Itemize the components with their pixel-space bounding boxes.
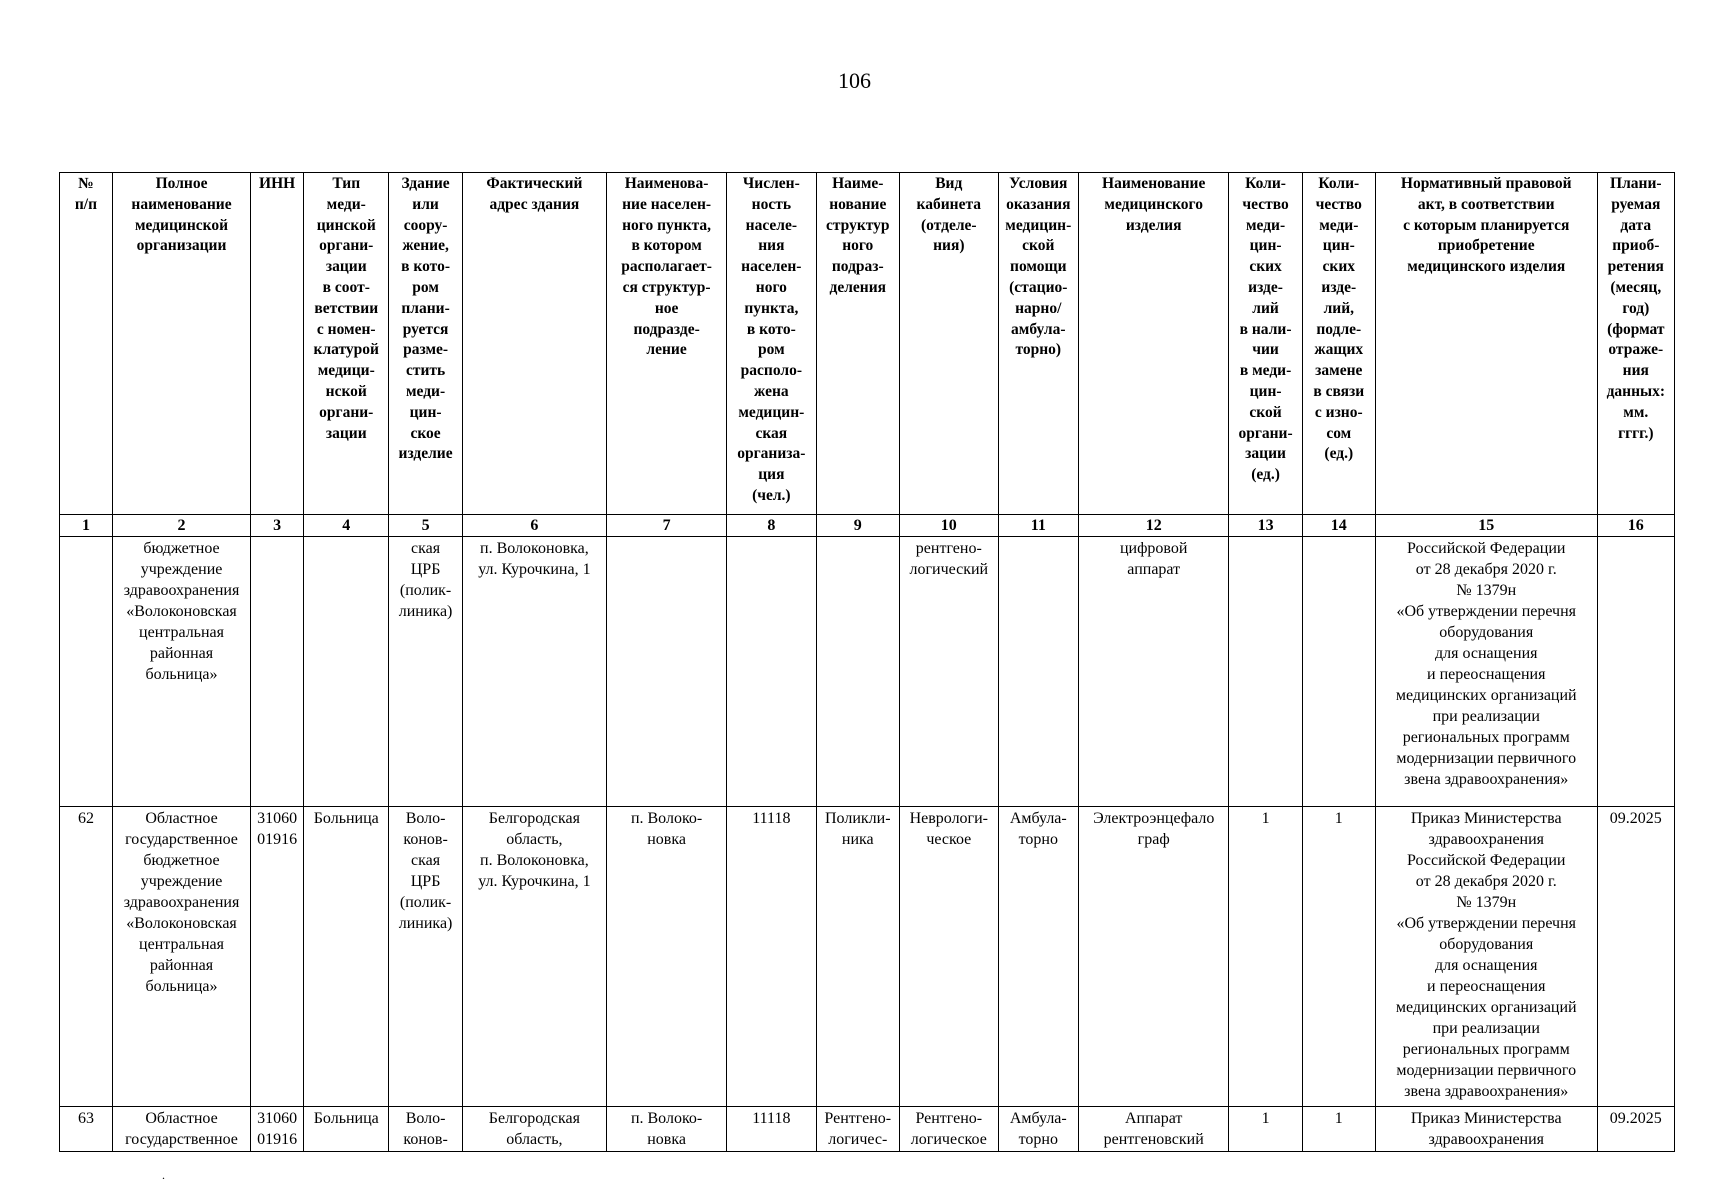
cell-date: 09.2025 [1597,807,1674,1107]
header-cell-num: № п/п [60,173,113,515]
column-number: 10 [899,515,998,537]
header-row [60,173,1675,515]
column-number: 7 [607,515,727,537]
cell-population: 11118 [727,1107,816,1152]
table-row [60,537,1675,807]
cell-address: Белгородская область, [462,1107,606,1152]
header-cell-qty-replace: Коли- чество меди- цин- ских изде- лий, подле- жащих замене в связи с изно- сом (ед.) [1302,173,1375,515]
cell-qty-replace: 1 [1302,1107,1375,1152]
header-cell-org: Полное наименование медицинской организации [112,173,250,515]
header-cell-qty-available: Коли- чество меди- цин- ских изде- лий в нали- чии в меди- цин- ской органи- зации (ед.) [1229,173,1302,515]
cell-population [727,537,816,807]
cell-locality: п. Волоко- новка [607,807,727,1107]
cell-date [1597,537,1674,807]
header-cell-conditions: Условия оказания медицин- ской помощи (стацио- нарно/ амбула- торно) [998,173,1078,515]
header-cell-address: Фактический адрес здания [462,173,606,515]
equipment-table [59,172,1675,1152]
cell-qty-available: 1 [1229,1107,1302,1152]
column-number: 5 [389,515,462,537]
cell-inn: 31060 01916 [251,1107,304,1152]
cell-inn [251,537,304,807]
cell-num: 63 [60,1107,113,1152]
cell-qty-available: 1 [1229,807,1302,1107]
cell-org: Областное государственное бюджетное учреждение здравоохранения «Волоконовская центральная районная больница» [112,807,250,1107]
cell-unit: Поликли- ника [816,807,899,1107]
cell-act: Приказ Министерства здравоохранения [1375,1107,1597,1152]
cell-org: Областное государственное [112,1107,250,1152]
cell-locality: п. Волоко- новка [607,1107,727,1152]
cell-qty-replace [1302,537,1375,807]
cell-org: бюджетное учреждение здравоохранения «Волоконовская центральная районная больница» [112,537,250,807]
cell-conditions: Амбула- торно [998,807,1078,1107]
cell-conditions: Амбула- торно [998,1107,1078,1152]
column-number: 6 [462,515,606,537]
cell-locality [607,537,727,807]
page-number: 106 [838,68,871,93]
cell-cabinet: Неврологи- ческое [899,807,998,1107]
column-number: 16 [1597,515,1674,537]
cell-address: Белгородская область, п. Волоконовка, ул. Курочкина, 1 [462,807,606,1107]
cell-device: Электроэнцефало граф [1078,807,1229,1107]
cell-type: Больница [304,1107,389,1152]
column-number: 14 [1302,515,1375,537]
cell-type [304,537,389,807]
column-number: 8 [727,515,816,537]
column-number: 13 [1229,515,1302,537]
cell-qty-available [1229,537,1302,807]
cell-unit [816,537,899,807]
cell-cabinet: Рентгено- логическое [899,1107,998,1152]
cell-building: Воло- конов- [389,1107,462,1152]
column-number: 11 [998,515,1078,537]
cell-address: п. Волоконовка, ул. Курочкина, 1 [462,537,606,807]
cell-date: 09.2025 [1597,1107,1674,1152]
header-cell-population: Числен- ность населе- ния населен- ного пункта, в кото- ром располо- жена медицин- ская организа- ция (чел.) [727,173,816,515]
stray-mark: . [162,1168,165,1182]
column-number: 4 [304,515,389,537]
table-row [60,1107,1675,1152]
header-cell-device: Наименование медицинского изделия [1078,173,1229,515]
cell-unit: Рентгено- логичес- [816,1107,899,1152]
cell-type: Больница [304,807,389,1107]
cell-device: цифровой аппарат [1078,537,1229,807]
cell-population: 11118 [727,807,816,1107]
cell-building: ская ЦРБ (полик- линика) [389,537,462,807]
column-number: 9 [816,515,899,537]
header-cell-unit: Наиме- нование структур ного подраз- деления [816,173,899,515]
header-cell-building: Здание или соору- жение, в кото- ром плани- руется разме- стить меди- цин- ское изделие [389,173,462,515]
column-number-row [60,515,1675,537]
cell-cabinet: рентгено- логический [899,537,998,807]
cell-act: Приказ Министерства здравоохранения Российской Федерации от 28 декабря 2020 г. № 1379н «Об утверждении перечня оборудования для оснащения и переоснащения медицинских организаций при реализации региональных программ модернизации первичного звена здравоохранения» [1375,807,1597,1107]
cell-num: 62 [60,807,113,1107]
header-cell-cabinet: Вид кабинета (отделе- ния) [899,173,998,515]
cell-num [60,537,113,807]
cell-act: Российской Федерации от 28 декабря 2020 г. № 1379н «Об утверждении перечня оборудования для оснащения и переоснащения медицинских организаций при реализации региональных программ модернизации первичного звена здравоохранения» [1375,537,1597,807]
table-row [60,807,1675,1107]
header-cell-act: Нормативный правовой акт, в соответствии с которым планируется приобретение медицинского изделия [1375,173,1597,515]
column-number: 1 [60,515,113,537]
cell-inn: 31060 01916 [251,807,304,1107]
column-number: 15 [1375,515,1597,537]
cell-device: Аппарат рентгеновский [1078,1107,1229,1152]
header-cell-locality: Наименова- ние населен- ного пункта, в котором располагает- ся структур- ное подразде- ление [607,173,727,515]
header-cell-inn: ИНН [251,173,304,515]
header-cell-type: Тип меди- цинской органи- зации в соот- ветствии с номен- клатурой медици- нской органи- зации [304,173,389,515]
cell-building: Воло- конов- ская ЦРБ (полик- линика) [389,807,462,1107]
cell-qty-replace: 1 [1302,807,1375,1107]
column-number: 12 [1078,515,1229,537]
column-number: 3 [251,515,304,537]
cell-conditions [998,537,1078,807]
header-cell-date: Плани- руемая дата приоб- ретения (месяц, год) (формат отраже- ния данных: мм. гггг.) [1597,173,1674,515]
column-number: 2 [112,515,250,537]
